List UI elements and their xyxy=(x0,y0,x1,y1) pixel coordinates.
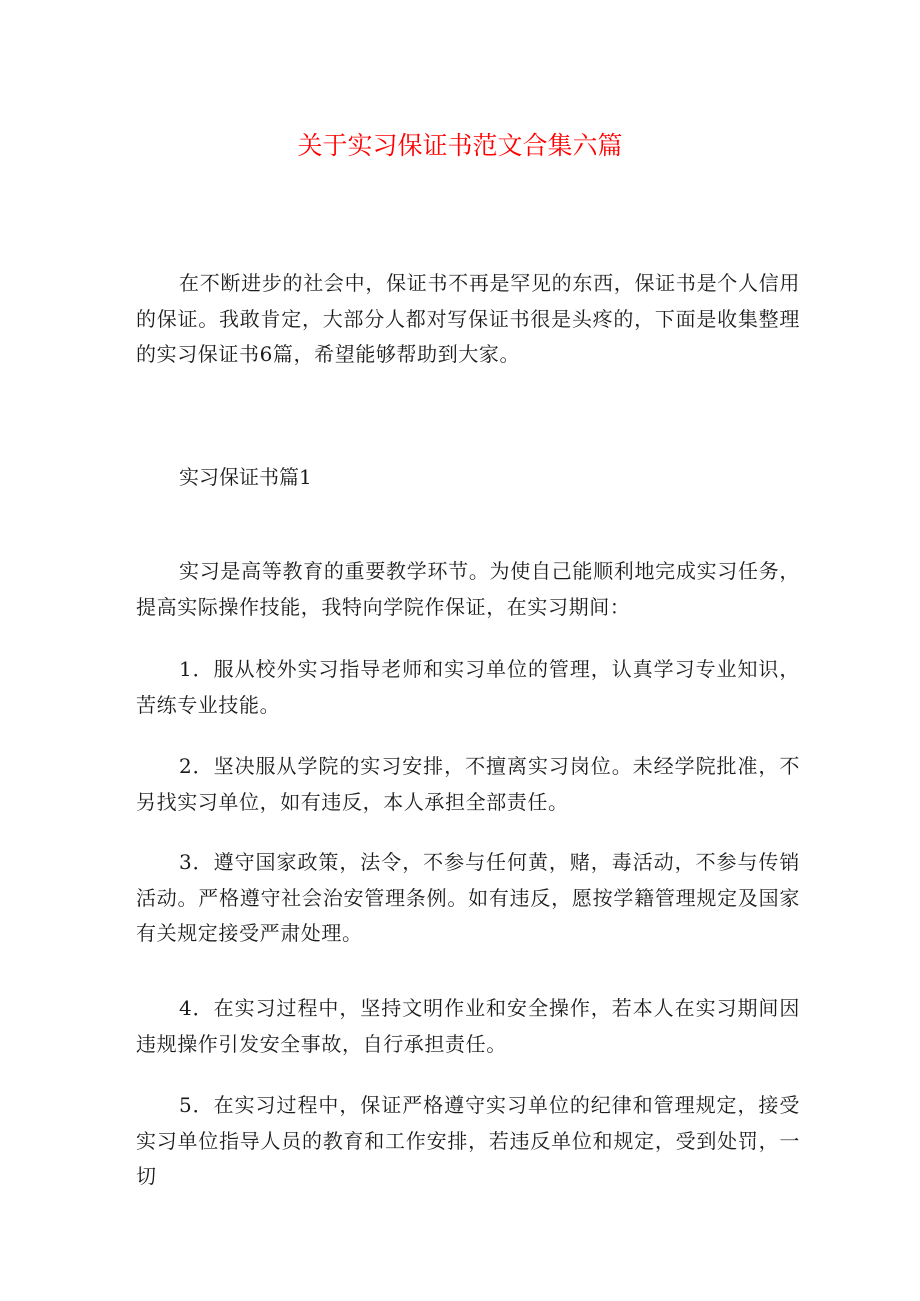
intro-paragraph: 在不断进步的社会中，保证书不再是罕见的东西，保证书是个人信用的保证。我敢肯定，大部分人都对写保证书很是头疼的，下面是收集整理的实习保证书6篇，希望能够帮助到大家。 xyxy=(136,271,800,366)
list-item-3: 3．遵守国家政策，法令，不参与任何黄，赌，毒活动，不参与传销活动。严格遵守社会治安管理条例。如有违反，愿按学籍管理规定及国家有关规定接受严肃处理。 xyxy=(136,850,800,945)
list-item-2: 2．坚决服从学院的实习安排，不擅离实习岗位。未经学院批准，不另找实习单位，如有违反，本人承担全部责任。 xyxy=(136,754,800,814)
section-heading: 实习保证书篇1 xyxy=(179,465,312,489)
list-item-5: 5．在实习过程中，保证严格遵守实习单位的纪律和管理规定，接受实习单位指导人员的教育和工作安排，若违反单位和规定，受到处罚，一切 xyxy=(136,1093,800,1188)
paragraph-1: 实习是高等教育的重要教学环节。为使自己能顺利地完成实习任务，提高实际操作技能，我特向学院作保证，在实习期间： xyxy=(136,559,800,619)
document-title: 关于实习保证书范文合集六篇 xyxy=(297,131,623,160)
list-item-4: 4．在实习过程中，坚持文明作业和安全操作，若本人在实习期间因违规操作引发安全事故，自行承担责任。 xyxy=(136,996,800,1056)
list-item-1: 1．服从校外实习指导老师和实习单位的管理，认真学习专业知识，苦练专业技能。 xyxy=(136,657,800,717)
